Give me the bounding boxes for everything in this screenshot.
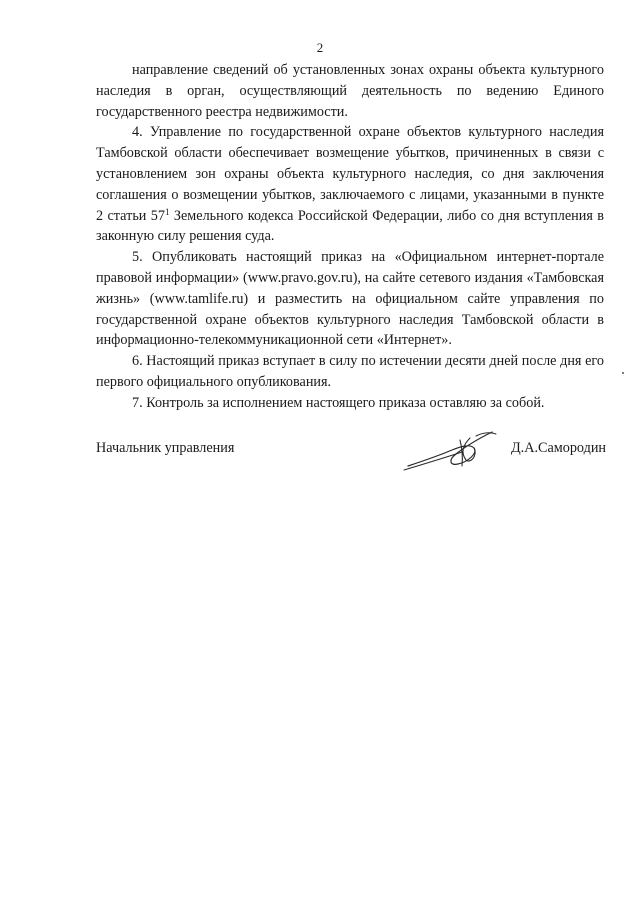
paragraph-4-text: 4. Управление по государственной охране объектов культурного наследия Тамбовской области обеспечивает возмещение убытков, причиненных в связи с установлением зон охраны объекта культурного наследия, со дня заключения соглашения о возмещении убытков, заключаемого с лицами, указанными в пункте 2 статьи 57: [96, 124, 604, 224]
paragraph-3-continuation: направление сведений об установленных зонах охраны объекта культурного наследия в орган, осуществляющий деятельность по ведению Единого государственного реестра недвижимости.: [96, 62, 604, 120]
paragraph-7: 7. Контроль за исполнением настоящего приказа оставляю за собой.: [132, 394, 545, 411]
margin-mark: [622, 372, 624, 374]
signer-position: Начальник управления: [96, 440, 235, 456]
handwritten-signature: [400, 426, 500, 476]
paragraph-5: 5. Опубликовать настоящий приказ на «Официальном интернет-портале правовой информации» (www.pravo.gov.ru), на сайте сетевого издания «Тамбовская жизнь» (www.tamlife.ru) и разместить на официальном сайте управления по государственной охране объектов культурного наследия Тамбовской области в информационно-телекоммуникационной сети «Интернет».: [96, 249, 604, 349]
signature-block: [96, 430, 606, 480]
paragraph-4: [96, 122, 604, 247]
page-number: 2: [316, 40, 324, 55]
article-superscript: 1: [164, 206, 170, 217]
signer-name: Д.А.Самородин: [510, 440, 606, 456]
paragraph-4-text-end: Земельного кодекса Российской Федерации, либо со дня вступления в законную силу решения суда.: [96, 207, 604, 245]
document-body: [96, 60, 604, 414]
paragraph-6: 6. Настоящий приказ вступает в силу по истечении десяти дней после дня его первого официального опубликования.: [96, 353, 604, 390]
